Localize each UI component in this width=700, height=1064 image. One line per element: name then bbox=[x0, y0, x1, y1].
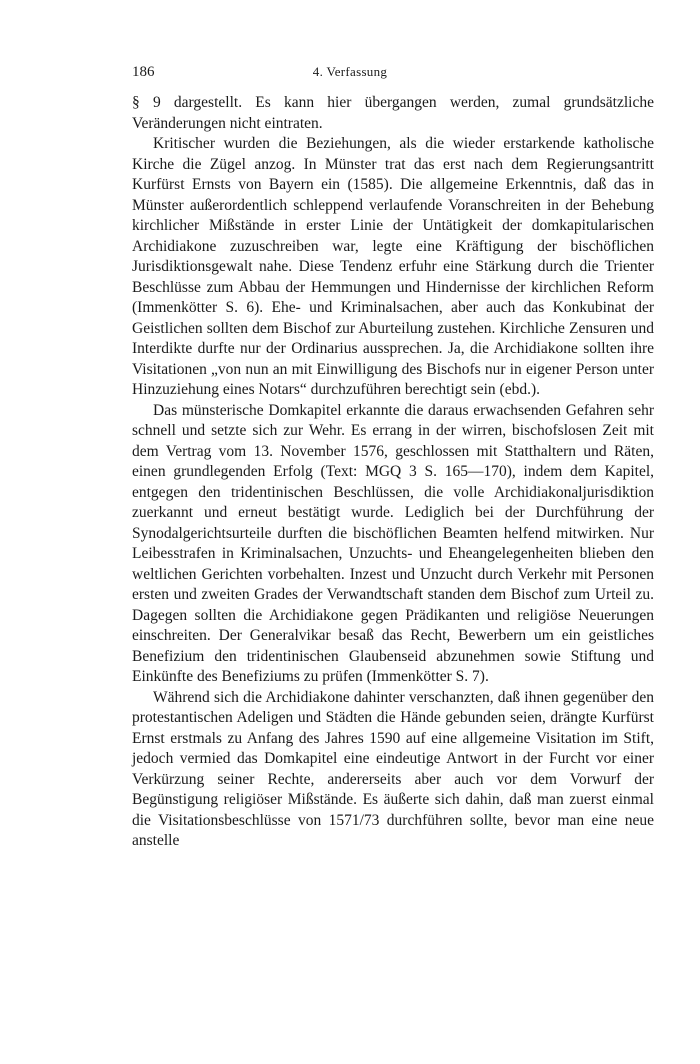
page-number: 186 bbox=[132, 64, 155, 80]
paragraph: Kritischer wurden die Beziehungen, als die wieder erstarkende katholische Kirche die Zügel anzog. In Münster trat das erst nach dem Regierungsantritt Kurfürst Ernsts von Bayern ein (1585). Die allgemeine Erkenntnis, daß das in Münster außerordentlich schleppend verlaufende Voranschreiten in der Behebung kirchlicher Mißstände in erster Linie der Untätigkeit der domkapitularischen Archidiakone zuzuschreiben war, legte eine Kräftigung der bischöflichen Jurisdiktionsgewalt nahe. Diese Tendenz erfuhr eine Stärkung durch die Trienter Beschlüsse zum Abbau der Hemmungen und Hindernisse der kirchlichen Reform (Immenkötter S. 6). Ehe- und Kriminalsachen, aber auch das Konkubinat der Geistlichen sollten dem Bischof zur Aburteilung zustehen. Kirchliche Zensuren und Interdikte durfte nur der Ordinarius aussprechen. Ja, die Archidiakone sollten ihre Visitationen „von nun an mit Einwilligung des Bischofs nur in eigener Person unter Hinzuziehung eines Notars“ durchzuführen berechtigt sein (ebd.). bbox=[132, 135, 654, 398]
running-head: 4. Verfassung bbox=[312, 64, 388, 79]
paragraph: § 9 dargestellt. Es kann hier übergangen werden, zumal grundsätzliche Veränderungen nicht eintraten. bbox=[132, 94, 654, 132]
body-text bbox=[132, 93, 654, 852]
paragraph: Das münsterische Domkapitel erkannte die daraus erwachsenden Gefahren sehr schnell und setzte sich zur Wehr. Es errang in der wirren, bischofslosen Zeit mit dem Vertrag vom 13. November 1576, geschlossen mit Statthaltern und Räten, einen grundlegenden Erfolg (Text: MGQ 3 S. 165—170), indem dem Kapitel, entgegen den tridentinischen Beschlüssen, die volle Archidiakonaljurisdiktion zuerkannt und erneut bestätigt wurde. Lediglich bei der Durchführung der Synodalgerichtsurteile durften die bischöflichen Beamten helfend mitwirken. Nur Leibesstrafen in Kriminalsachen, Unzuchts- und Eheangelegenheiten blieben den weltlichen Gerichten vorbehalten. Inzest und Unzucht durch Verkehr mit Personen ersten und zweiten Grades der Verwandtschaft standen dem Bischof zum Urteil zu. Dagegen sollten die Archidiakone gegen Prädikanten und religiöse Neuerungen einschreiten. Der Generalvikar besaß das Recht, Bewerbern um ein geistliches Benefizium den tridentinischen Glaubenseid abzunehmen sowie Stiftung und Einkünfte des Benefiziums zu prüfen (Immenkötter S. 7). bbox=[132, 401, 654, 685]
paragraph: Während sich die Archidiakone dahinter verschanzten, daß ihnen gegenüber den protestantischen Adeligen und Städten die Hände gebunden seien, drängte Kurfürst Ernst erstmals zu Anfang des Jahres 1590 auf eine allgemeine Visitation im Stift, jedoch vermied das Domkapitel eine eindeutige Antwort in der Furcht vor einer Verkürzung seiner Rechte, andererseits aber auch vor dem Vorwurf der Begünstigung religiöser Mißstände. Es äußerte sich dahin, daß man zuerst einmal die Visitationsbeschlüsse von 1571/73 durchführen sollte, bevor man eine neue anstelle bbox=[132, 688, 654, 849]
